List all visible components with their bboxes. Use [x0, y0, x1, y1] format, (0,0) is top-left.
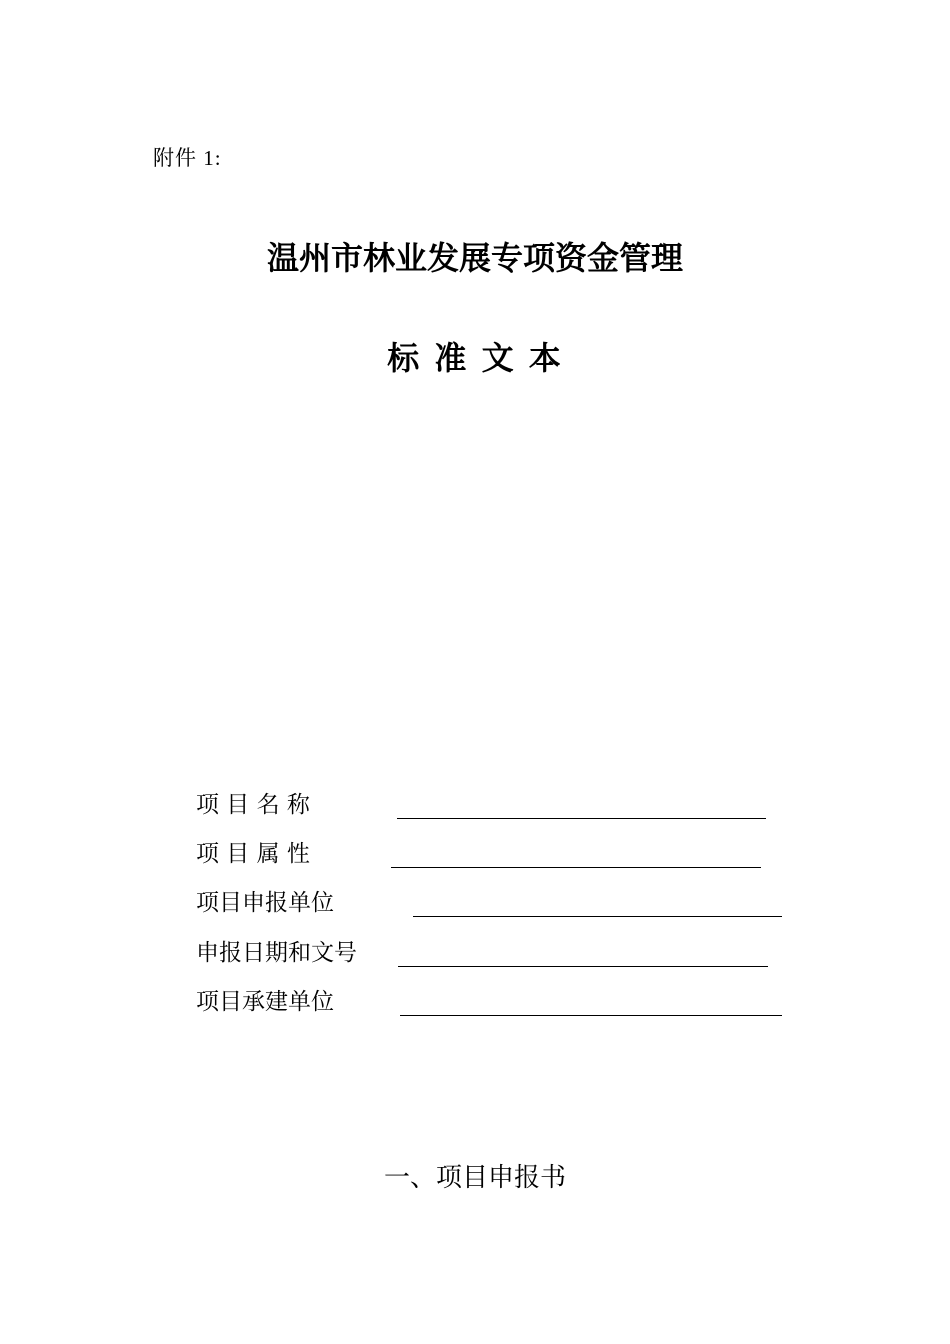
field-date-and-doc-number: [0, 936, 950, 972]
field-project-attribute-blank[interactable]: [391, 867, 761, 868]
section-heading: 一、项目申报书: [383, 1163, 566, 1193]
field-applicant-unit-label: 项目申报单位: [196, 890, 334, 916]
field-date-and-doc-number-blank[interactable]: [398, 966, 768, 967]
field-contractor-unit-blank[interactable]: [400, 1015, 782, 1016]
field-project-name-label: 项 目 名 称: [196, 792, 310, 818]
field-applicant-unit-blank[interactable]: [413, 916, 782, 917]
field-project-attribute-label: 项 目 属 性: [196, 841, 310, 867]
document-title: 温州市林业发展专项资金管理: [266, 239, 683, 277]
field-project-attribute: [0, 837, 950, 873]
field-project-name: [0, 788, 950, 824]
field-contractor-unit: [0, 985, 950, 1021]
field-applicant-unit: [0, 886, 950, 922]
document-subtitle: 标 准 文 本: [387, 339, 563, 377]
field-contractor-unit-label: 项目承建单位: [196, 989, 334, 1015]
attachment-label: 附件 1:: [153, 146, 222, 170]
field-project-name-blank[interactable]: [397, 818, 766, 819]
field-date-and-doc-number-label: 申报日期和文号: [196, 940, 357, 966]
